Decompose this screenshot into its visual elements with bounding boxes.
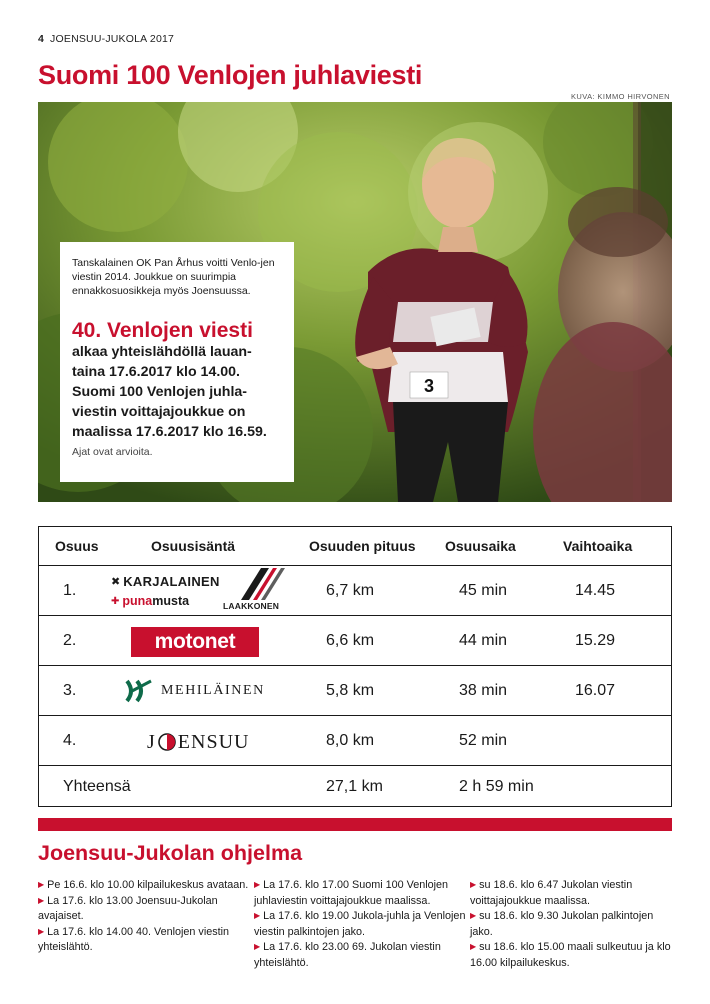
program-item: [470, 878, 672, 909]
joensuu-text-rest: ENSUU: [177, 730, 250, 753]
laakkonen-logo: [223, 566, 287, 616]
leg-number: 3.: [63, 681, 77, 699]
leg-time: 52 min: [459, 731, 508, 749]
program-item-text: La 17.6. klo 17.00 Suomi 100 Venlojen juhlaviestin voittajajoukkue maalissa.: [254, 879, 449, 907]
bullet-triangle-icon: ▶: [254, 942, 261, 951]
karjalainen-text: KARJALAINEN: [123, 574, 220, 589]
leg-length: 5,8 km: [326, 681, 375, 699]
legs-table: [38, 526, 672, 807]
leg-change: 16.07: [575, 681, 616, 699]
motonet-text: motonet: [154, 630, 236, 653]
leg-time: 44 min: [459, 631, 508, 649]
bib-number: 3: [424, 376, 435, 396]
program-item: [254, 940, 466, 971]
bullet-triangle-icon: ▶: [470, 880, 477, 889]
photo-credit: KUVA: KIMMO HIRVONEN: [571, 92, 670, 101]
punamusta-text-red: puna: [122, 594, 153, 608]
table-row: [39, 615, 671, 665]
bullet-triangle-icon: ▶: [38, 895, 45, 905]
section-divider: [38, 818, 672, 831]
header-sponsor: Osuusisäntä: [151, 538, 236, 554]
program-item-text: su 18.6. klo 6.47 Jukolan viestin voittajajoukkue maalissa.: [470, 879, 633, 907]
info-lead: Tanskalainen OK Pan Århus voitti Venlo-jen viestin 2014. Joukkue on suurimpia ennakkosuosikkeja myös Joensuussa.: [72, 257, 275, 297]
info-box: [60, 242, 294, 482]
info-heading: 40. Venlojen viesti: [72, 319, 253, 342]
karjalainen-mark-icon: ✖: [111, 576, 121, 588]
leg-length: 6,7 km: [326, 581, 375, 599]
header-leg: Osuus: [55, 538, 99, 554]
program-item: [254, 878, 466, 909]
page-number: 4: [38, 33, 45, 45]
bullet-triangle-icon: ▶: [470, 942, 477, 951]
bullet-triangle-icon: ▶: [38, 926, 45, 936]
mehilainen-mark-icon: [123, 677, 157, 705]
punamusta-mark-icon: ✚: [111, 595, 120, 607]
table-total-row: [39, 765, 671, 807]
info-body: alkaa yhteislähdöllä lauan-taina 17.6.2017 klo 14.00. Suomi 100 Venlojen juhla-viestin voittajajoukkue on maalissa 17.6.2017 klo 16.59.: [72, 344, 267, 440]
bullet-triangle-icon: ▶: [38, 880, 45, 889]
bullet-triangle-icon: ▶: [470, 911, 477, 920]
program-item-text: La 17.6. klo 13.00 Joensuu-Jukolan avajaiset.: [38, 894, 218, 922]
joensuu-logo: [147, 728, 257, 756]
karjalainen-logo: [111, 574, 220, 589]
mehilainen-text: MEHILÄINEN: [161, 683, 265, 698]
motonet-logo: [131, 627, 259, 657]
joensuu-text-j: J: [147, 730, 156, 753]
leg-number: 1.: [63, 581, 77, 599]
header-time: Osuusaika: [445, 538, 516, 554]
table-row: [39, 715, 671, 765]
program-column-1: [38, 878, 250, 956]
total-label: Yhteensä: [63, 777, 131, 795]
leg-change: 14.45: [575, 581, 616, 599]
total-length: 27,1 km: [326, 777, 383, 795]
laakkonen-mark-icon: [223, 566, 287, 600]
program-item: [470, 909, 672, 940]
punamusta-logo: [111, 594, 189, 608]
program-item: [38, 894, 250, 925]
bullet-triangle-icon: ▶: [254, 880, 261, 889]
bullet-triangle-icon: ▶: [254, 911, 261, 920]
leg-length: 6,6 km: [326, 631, 375, 649]
program-column-3: [470, 878, 672, 971]
mehilainen-logo: [123, 676, 283, 706]
publication-name: JOENSUU-JUKOLA 2017: [50, 33, 175, 45]
punamusta-text-black: musta: [152, 594, 190, 608]
program-item: [38, 878, 250, 894]
leg-time: 45 min: [459, 581, 508, 599]
program-title: Joensuu-Jukolan ohjelma: [38, 841, 303, 865]
program-item-text: Pe 16.6. klo 10.00 kilpailukeskus avataan.: [47, 879, 249, 891]
header-change: Vaihtoaika: [563, 538, 633, 554]
article-title: Suomi 100 Venlojen juhlaviesti: [38, 60, 423, 90]
program-item-text: La 17.6. klo 14.00 40. Venlojen viestin yhteislähtö.: [38, 925, 230, 953]
program-item: [470, 940, 672, 971]
leg-change: 15.29: [575, 631, 616, 649]
running-head: [38, 33, 174, 45]
laakkonen-text: LAAKKONEN: [223, 601, 280, 611]
program-item-text: La 17.6. klo 23.00 69. Jukolan viestin yhteislähtö.: [254, 941, 441, 969]
leg-number: 2.: [63, 631, 77, 649]
total-time: 2 h 59 min: [459, 777, 534, 795]
program-item: [38, 925, 250, 956]
program-item: [254, 909, 466, 940]
program-item-text: La 17.6. klo 19.00 Jukola-juhla ja Venlojen viestin palkintojen jako.: [254, 910, 466, 938]
program-column-2: [254, 878, 466, 971]
table-row: [39, 665, 671, 715]
leg-time: 38 min: [459, 681, 508, 699]
joensuu-o-mark-icon: [157, 732, 177, 752]
table-row: [39, 565, 671, 615]
table-header-row: [39, 527, 671, 565]
program-item-text: su 18.6. klo 15.00 maali sulkeutuu ja klo 16.00 kilpailukeskus.: [470, 941, 671, 969]
info-note: Ajat ovat arvioita.: [72, 446, 153, 458]
header-length: Osuuden pituus: [309, 538, 416, 554]
leg-number: 4.: [63, 731, 77, 749]
program-item-text: su 18.6. klo 9.30 Jukolan palkintojen jako.: [470, 910, 654, 938]
leg-length: 8,0 km: [326, 731, 375, 749]
